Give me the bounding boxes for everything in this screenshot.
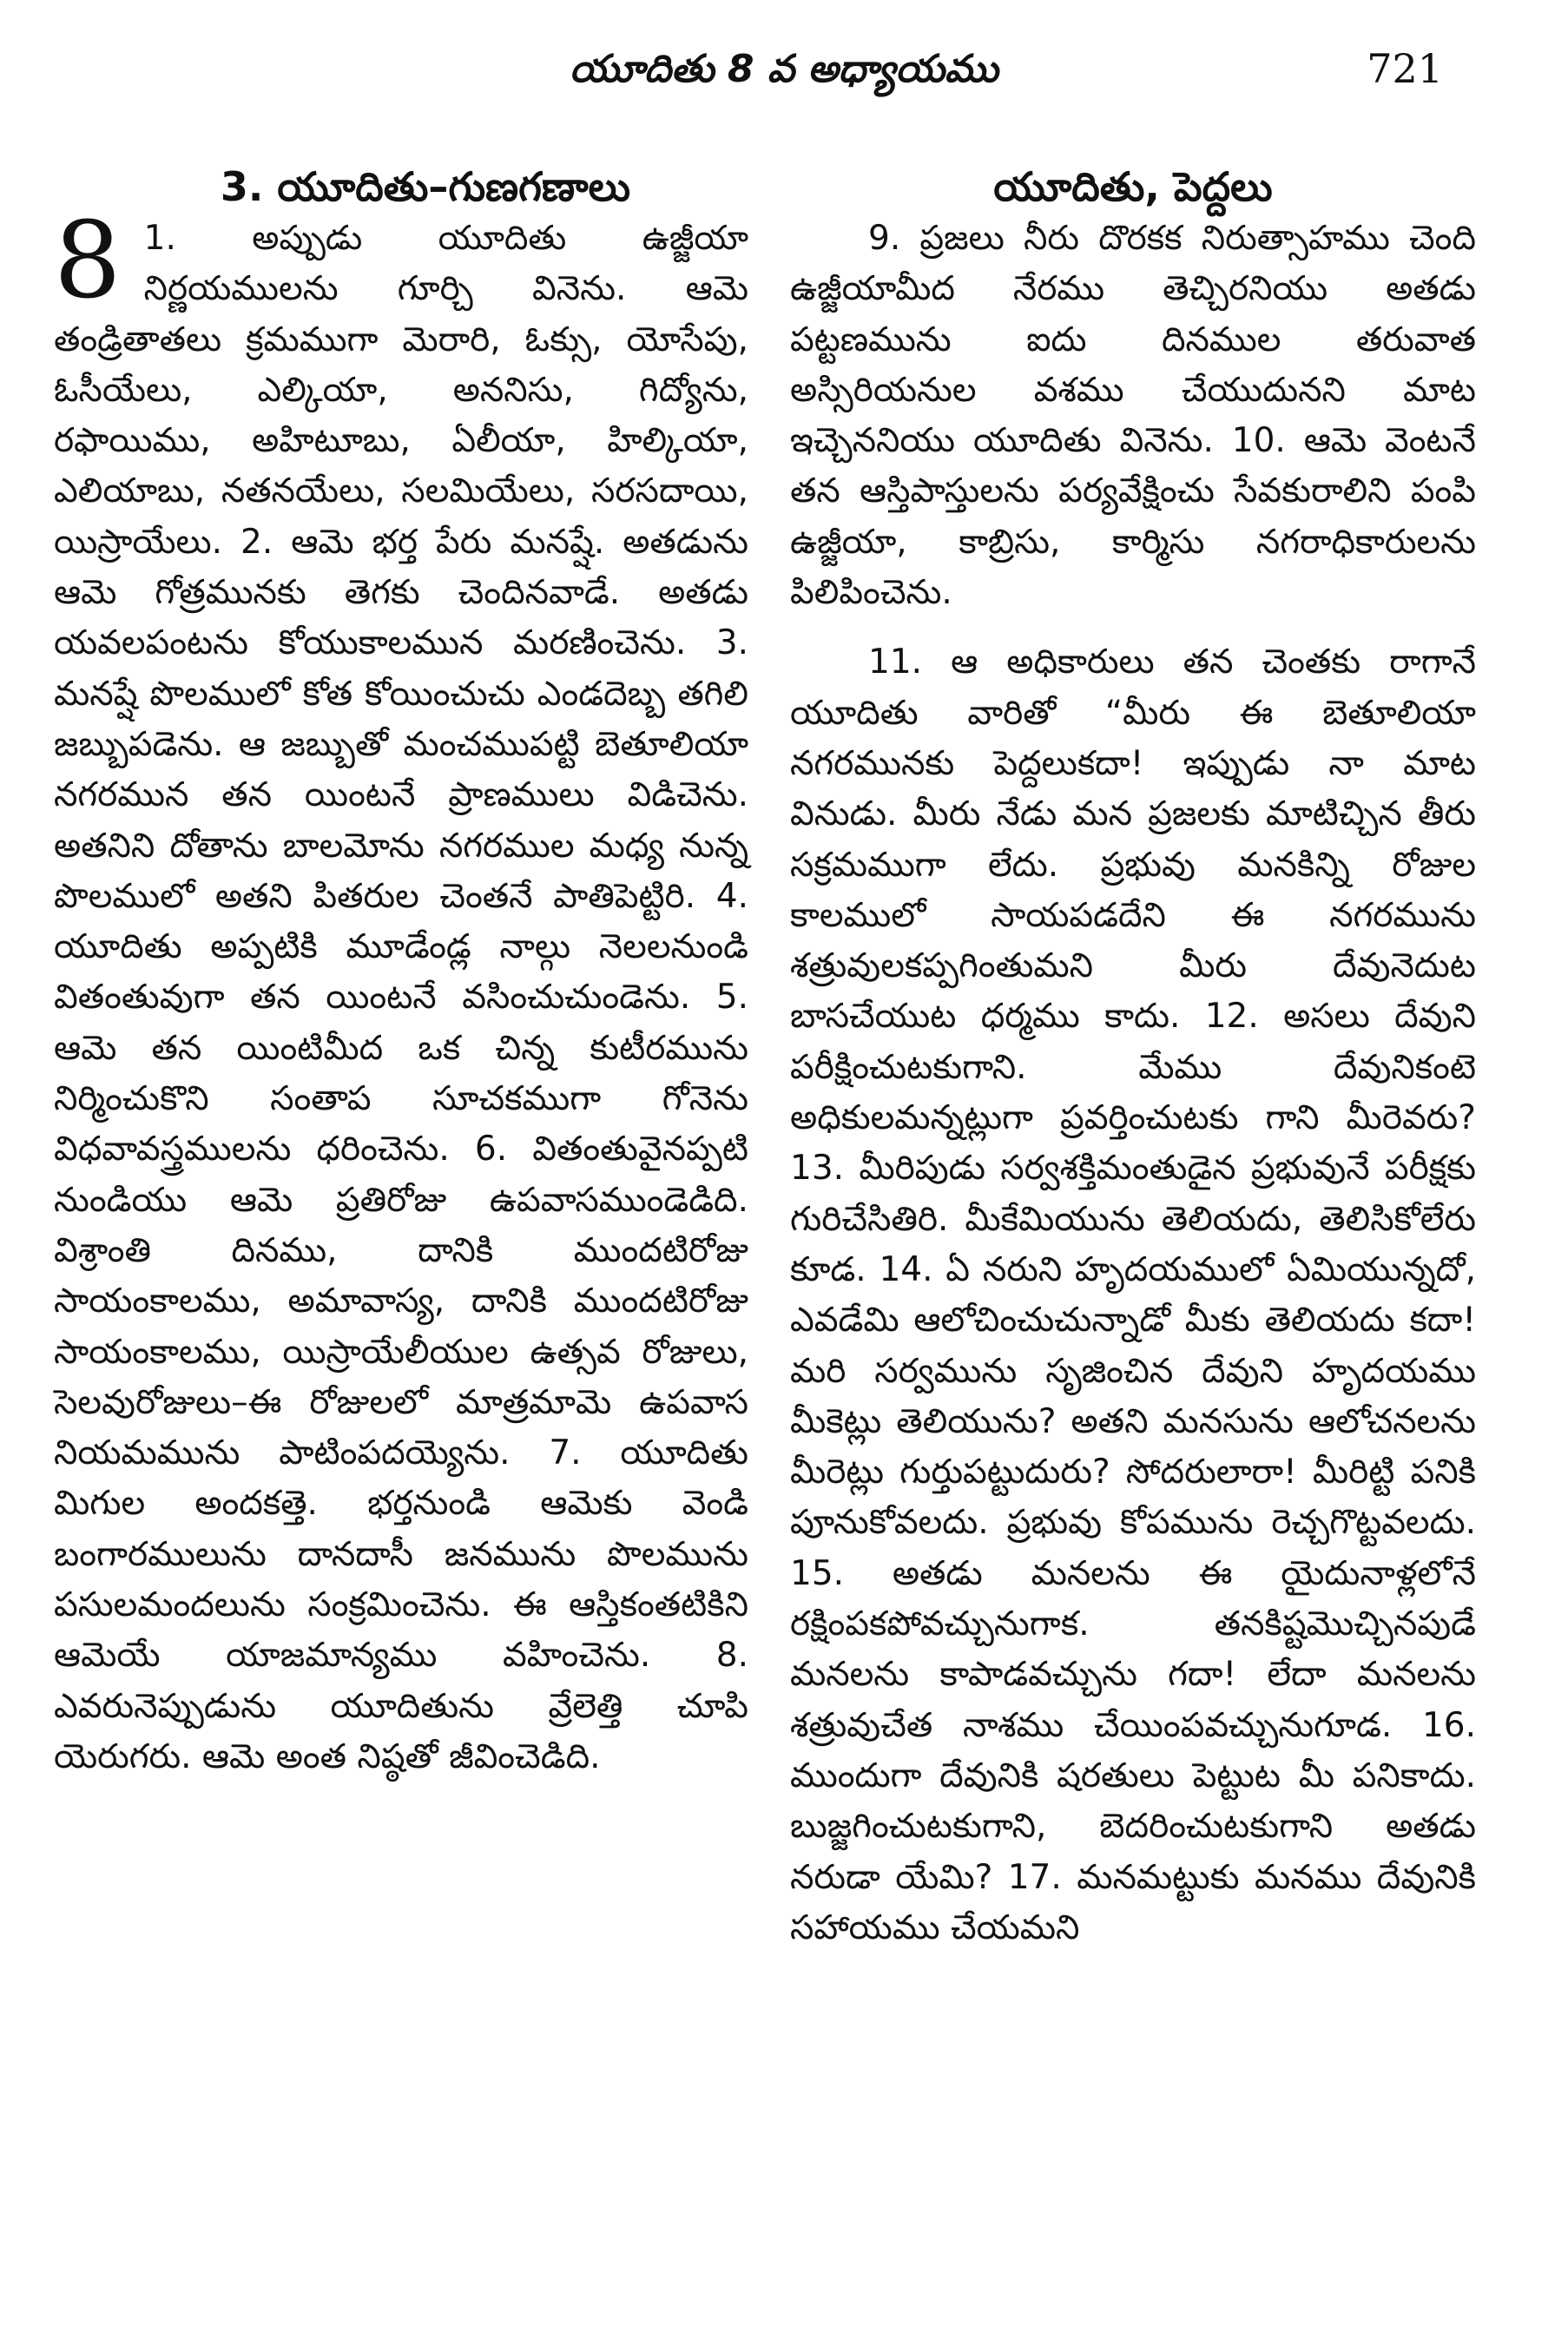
paragraph-text: 1. అప్పుడు యూదితు ఉజ్జీయా నిర్ణయములను గూర్చి వినెను. ఆమె తండ్రితాతలు క్రమముగా మెరారి, ఓక్సు, యోసేపు, ఓసీయేలు, ఎల్కియా, అననిసు, గిద్యోను, రఫాయిము, అహిటూబు, ఏలీయా, హిల్కియా, ఎలియాబు, నతనయేలు, సలమియేలు, సరసదాయి, యిస్రాయేలు. 2. ఆమె భర్త పేరు మనష్షే. అతడును ఆమె గోత్రమునకు తెగకు చెందినవాడే. అతడు యవలపంటను కోయుకాలమున మరణించెను. 3. మనష్షే పొలములో కోత కోయించుచు ఎండదెబ్బ తగిలి జబ్బుపడెను. ఆ జబ్బుతో మంచముపట్టి బెతూలియా నగరమున తన యింటనే ప్రాణములు విడిచెను. అతనిని దోతాను బాలమోను నగరముల మధ్య నున్న పొలములో అతని పితరుల చెంతనే పాతిపెట్టిరి. 4. యూదితు అప్పటికి మూడేండ్ల నాల్గు నెలలనుండి వితంతువుగా తన యింటనే వసించుచుండెను. 5. ఆమె తన యింటిమీద ఒక చిన్న కుటీరమును నిర్మించుకొని సంతాప సూచకముగా గోనెను విధవావస్త్రములను ధరించెను. 6. వితంతువైనప్పటి నుండియు ఆమె ప్రతిరోజు ఉపవాసముండెడిది. విశ్రాంతి దినము, దానికి ముందటిరోజు సాయంకాలము, అమావాస్య, దానికి ముందటిరోజు సాయంకాలము, యిస్రాయేలీయుల ఉత్సవ రోజులు, సెలవురోజులు–ఈ రోజులలో మాత్రమామె ఉపవాస నియమమును పాటింపదయ్యెను. 7. యూదితు మిగుల అందకత్తె. భర్తనుండి ఆమెకు వెండి బంగారములును దానదాసీ జనమును పొలమును పసులమందలును సంక్రమించెను. ఈ ఆస్తికంతటికిని ఆమెయే యాజమాన్యము వహించెను. 8. ఎవరునెప్పుడును యూదితును వ్రేలెత్తి చూపి యెరుగరు. ఆమె అంత నిష్ఠతో జీవించెడిది. — [54, 219, 748, 1776]
running-head — [0, 42, 1568, 111]
paragraph: 9. ప్రజలు నీరు దొరకక నిరుత్సాహము చెంది ఉజ్జీయామీద నేరము తెచ్చిరనియు అతడు పట్టణమును ఐదు దినముల తరువాత అస్సిరియనుల వశము చేయుదునని మాట ఇచ్చెననియు యూదితు వినెను. 10. ఆమె వెంటనే తన ఆస్తిపాస్తులను పర్యవేక్షించు సేవకురాలిని పంపి ఉజ్జీయా, కాబ్రిసు, కార్మిసు నగరాధికారులను పిలిపించెను. — [790, 219, 1476, 613]
paragraph: 11. ఆ అధికారులు తన చెంతకు రాగానే యూదితు వారితో “మీరు ఈ బెతూలియా నగరమునకు పెద్దలుకదా! ఇప్పుడు నా మాట వినుడు. మీరు నేడు మన ప్రజలకు మాటిచ్చిన తీరు సక్రమముగా లేదు. ప్రభువు మనకిన్ని రోజుల కాలములో సాయపడదేని ఈ నగరమును శత్రువులకప్పగింతుమని మీరు దేవునెదుట బాసచేయుట ధర్మము కాదు. 12. అసలు దేవుని పరీక్షించుటకుగాని. మేము దేవునికంటె అధికులమన్నట్లుగా ప్రవర్తించుటకు గాని మీరెవరు? 13. మీరిపుడు సర్వశక్తిమంతుడైన ప్రభువునే పరీక్షకు గురిచేసితిరి. మీకేమియును తెలియదు, తెలిసికోలేరు కూడ. 14. ఏ నరుని హృదయములో ఏమియున్నదో, ఎవడేమి ఆలోచించుచున్నాడో మీకు తెలియదు కదా! మరి సర్వమును సృజించిన దేవుని హృదయము మీకెట్లు తెలియును? అతని మనసును ఆలోచనలను మీరెట్లు గుర్తుపట్టుదురు? సోదరులారా! మీరిట్టి పనికి పూనుకోవలదు. ప్రభువు కోపమును రెచ్చగొట్టవలదు. 15. అతడు మనలను ఈ యైదునాళ్లలోనే రక్షింపకపోవచ్చునుగాక. తనకిష్టమొచ్చినపుడే మనలను కాపాడవచ్చును గదా! లేదా మనలను శత్రువుచేత నాశము చేయింపవచ్చునుగూడ. 16. ముందుగా దేవునికి షరతులు పెట్టుట మీ పనికాదు. బుజ్జగించుటకుగాని, బెదరించుటకుగాని అతడు నరుడా యేమి? 17. మనమట్టుకు మనము దేవునికి సహాయము చేయమని — [790, 642, 1476, 1947]
section-heading: 3. యూదితు–గుణగణాలు — [220, 163, 631, 210]
running-title: యూదితు 8 వ అధ్యాయము — [570, 47, 998, 91]
paragraph — [54, 199, 748, 1782]
chapter-number: 8 — [54, 199, 122, 322]
left-column — [54, 161, 748, 1782]
right-column — [790, 161, 1476, 1953]
section-heading: యూదితు, పెద్దలు — [993, 163, 1273, 210]
page-number: 721 — [1367, 45, 1443, 92]
